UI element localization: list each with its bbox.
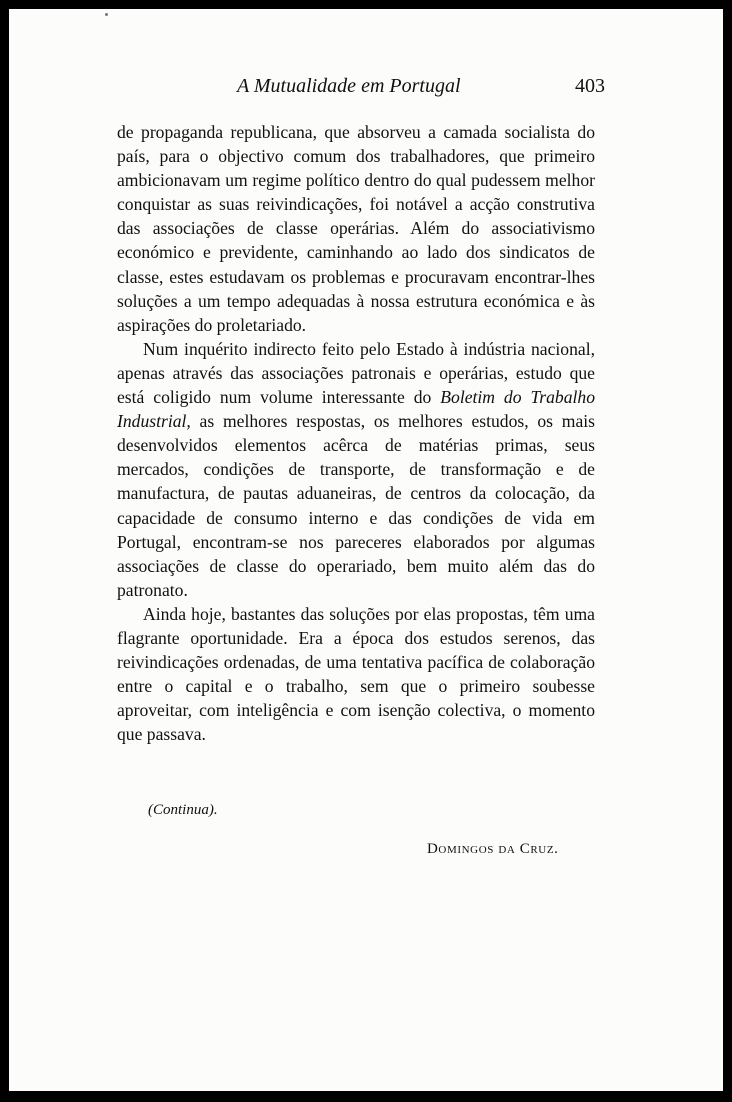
page-header (127, 75, 605, 105)
paragraph-3: Ainda hoje, bastantes das soluções por elas propostas, têm uma flagrante oportunidade. Era a época dos estudos serenos, das reivindicações ordenadas, de uma tentativa pacífica de colaboração entre o capital e o trabalho, sem que o primeiro soubesse aproveitar, com inteligência e com isenção colectiva, o momento que passava. (117, 603, 595, 745)
running-title: A Mutualidade em Portugal (237, 75, 461, 97)
paragraph-2-part-1: Num inquérito indirecto feito pelo Estado à indústria nacional, apenas através das associações patronais e operárias, estudo que está coligido num volume interessante do (117, 338, 595, 408)
paragraph-1: de propaganda republicana, que absorveu a camada socialista do país, para o objectivo comum dos trabalhadores, que primeiro ambicionavam um regime político dentro do qual pudessem melhor conquistar as suas reivindicações, foi notável a acção construtiva das associações de classe operárias. Além do associativismo económico e previdente, caminhando ao lado dos sindicatos de classe, estes estudavam os problemas e procuravam encontrar-lhes soluções a um tempo adequadas à nossa estrutura económica e às aspirações do proletariado. (117, 122, 595, 335)
continua-note: (Continua). (148, 802, 218, 818)
book-page (9, 9, 723, 1091)
scan-speck (105, 13, 108, 16)
body-text (117, 120, 595, 746)
author-signature: Domingos da Cruz. (427, 841, 559, 857)
publication-title: Boletim do Trabalho Industrial, (117, 387, 595, 432)
page-number: 403 (575, 75, 605, 97)
paragraph-2-part-2: as melhores respostas, os melhores estudos, os mais desenvolvidos elementos acêrca de matérias primas, seus mercados, condições de transporte, de transformação e de manufactura, de pautas aduaneiras, de centros da colocação, da capacidade de consumo interno e das condições de vida em Portugal, encontram-se nos pareceres elaborados por algumas associações de classe do operariado, bem muito além das do patronato. (117, 411, 595, 600)
paragraph-2 (117, 337, 595, 602)
